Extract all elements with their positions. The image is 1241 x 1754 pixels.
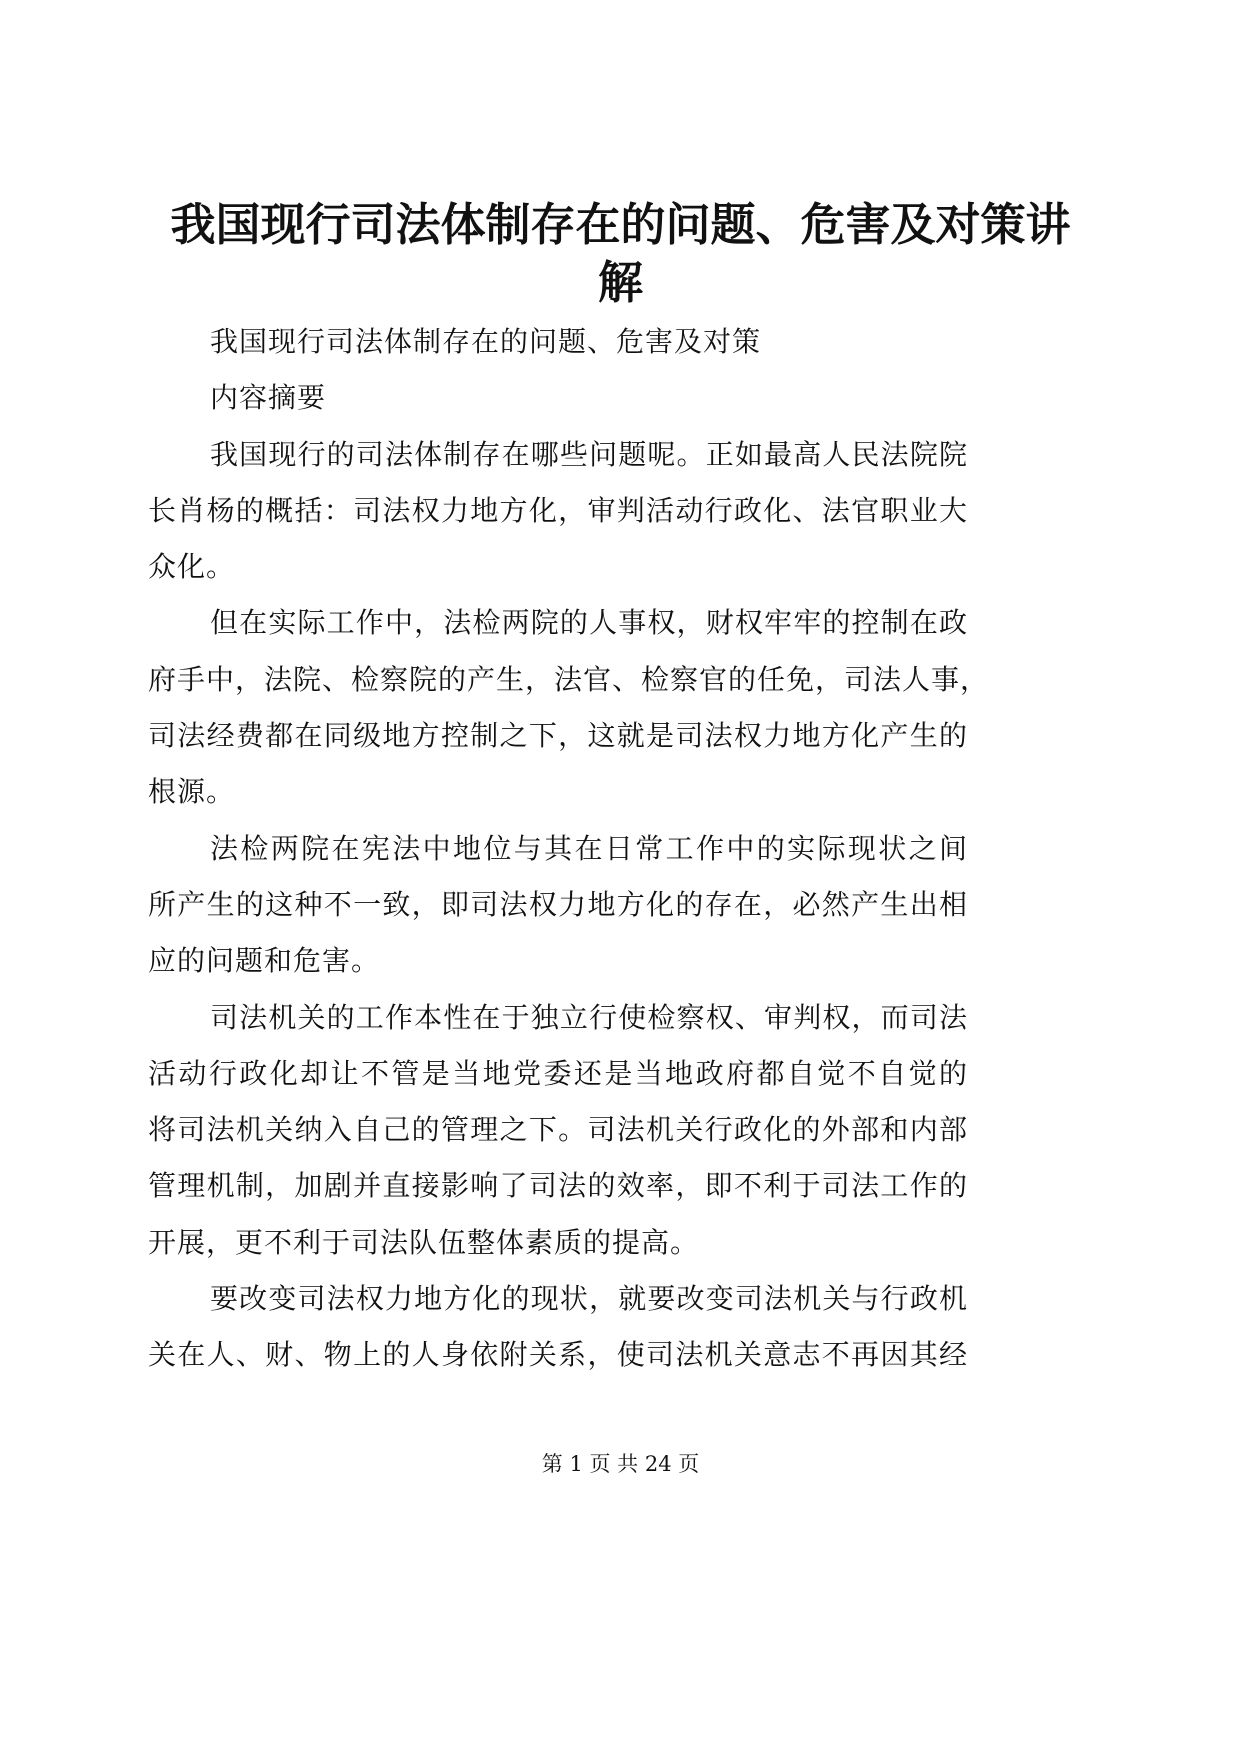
paragraph (148, 370, 968, 426)
paragraph-line: 将司法机关纳入自己的管理之下。司法机关行政化的外部和内部 (148, 1113, 968, 1147)
paragraph-line: 应的问题和危害。 (148, 944, 381, 978)
paragraph (148, 314, 968, 370)
document-title (148, 196, 1093, 312)
paragraph (148, 821, 968, 990)
page-footer: 第 1 页 共 24 页 (541, 1452, 700, 1476)
paragraph-line: 府手中，法院、检察院的产生，法官、检察官的任免，司法人事， (148, 662, 990, 696)
paragraph-line: 要改变司法权力地方化的现状，就要改变司法机关与行政机 (210, 1282, 968, 1316)
paragraph (148, 595, 990, 820)
paragraph-line: 我国现行的司法体制存在哪些问题呢。正如最高人民法院院 (210, 437, 968, 471)
document-body (148, 314, 990, 1384)
paragraph (148, 1271, 968, 1384)
paragraph-line: 所产生的这种不一致，即司法权力地方化的存在，必然产生出相 (148, 887, 968, 921)
paragraph-line: 众化。 (148, 550, 236, 584)
paragraph-line: 长肖杨的概括：司法权力地方化，审判活动行政化、法官职业大 (148, 493, 968, 527)
paragraph-line: 内容摘要 (210, 381, 327, 415)
paragraph-line: 根源。 (148, 775, 236, 809)
paragraph-line: 但在实际工作中，法检两院的人事权，财权牢牢的控制在政 (210, 606, 968, 640)
paragraph-line: 我国现行司法体制存在的问题、危害及对策 (210, 325, 762, 358)
title-line: 我国现行司法体制存在的问题、危害及对策讲 (170, 198, 1071, 251)
paragraph-line: 开展，更不利于司法队伍整体素质的提高。 (148, 1225, 700, 1259)
paragraph-line: 法检两院在宪法中地位与其在日常工作中的实际现状之间 (210, 831, 968, 865)
paragraph-line: 活动行政化却让不管是当地党委还是当地政府都自觉不自觉的 (148, 1056, 968, 1090)
paragraph (148, 427, 968, 596)
paragraph (148, 990, 968, 1271)
paragraph-line: 管理机制，加剧并直接影响了司法的效率，即不利于司法工作的 (148, 1169, 968, 1203)
paragraph-line: 司法机关的工作本性在于独立行使检察权、审判权，而司法 (210, 1000, 968, 1034)
paragraph-line: 关在人、财、物上的人身依附关系，使司法机关意志不再因其经 (148, 1338, 968, 1372)
paragraph-line: 司法经费都在同级地方控制之下，这就是司法权力地方化产生的 (148, 719, 968, 753)
title-line: 解 (597, 256, 643, 309)
